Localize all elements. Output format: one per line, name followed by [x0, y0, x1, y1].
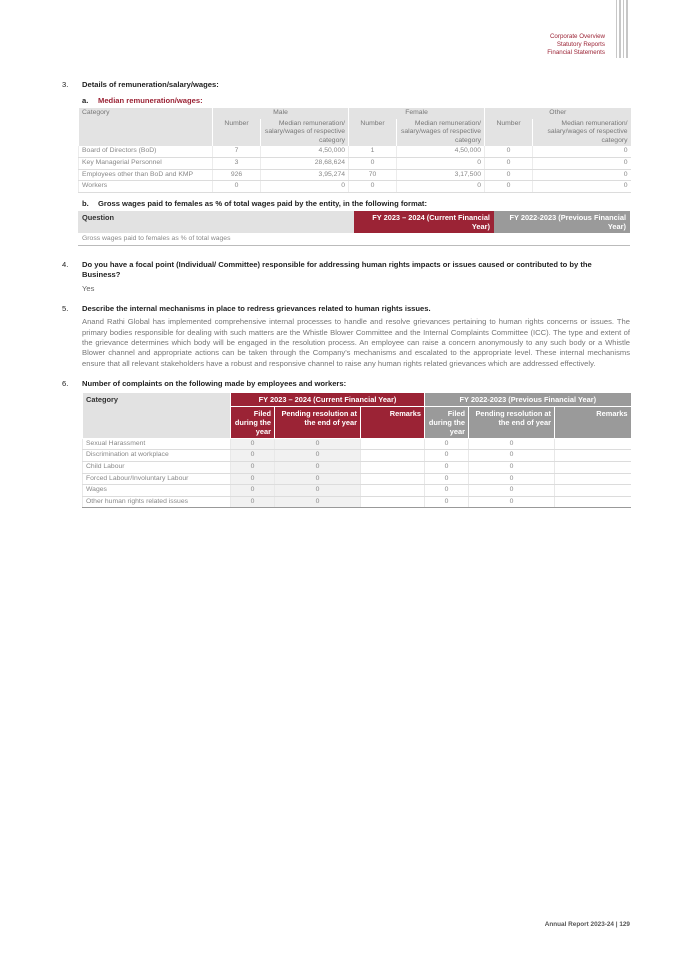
female-median: 4,50,000	[397, 146, 485, 157]
question-6	[62, 379, 630, 509]
subquestion-title: Gross wages paid to females as % of total wages paid by the entity, in the following format:	[98, 198, 427, 208]
male-number: 0	[213, 181, 261, 193]
question-title: Do you have a focal point (Individual/ Committee) responsible for addressing human rights impacts or issues caused or contributed to by the Business?	[82, 260, 592, 280]
current-filed: 0	[231, 462, 275, 474]
previous-pending: 0	[469, 462, 555, 474]
current-pending: 0	[275, 473, 361, 485]
previous-remarks	[555, 473, 631, 485]
male-number: 926	[213, 169, 261, 181]
previous-pending: 0	[469, 485, 555, 497]
previous-pending: 0	[469, 473, 555, 485]
col-header-male: Male	[213, 108, 349, 119]
table-row	[83, 438, 631, 450]
other-median: 0	[533, 181, 631, 193]
previous-pending: 0	[469, 496, 555, 508]
subquestion-letter: b.	[82, 198, 89, 208]
current-filed: 0	[231, 438, 275, 450]
question-number: 4.	[62, 260, 69, 270]
header-nav-financial-statements[interactable]: Financial Statements	[547, 49, 605, 56]
previous-pending: 0	[469, 438, 555, 450]
previous-remarks	[555, 485, 631, 497]
table-row	[83, 496, 631, 508]
current-filed: 0	[231, 450, 275, 462]
row-category: Board of Directors (BoD)	[79, 146, 213, 157]
table-row	[78, 233, 630, 246]
current-pending: 0	[275, 438, 361, 450]
previous-remarks	[555, 450, 631, 462]
table-row	[79, 169, 631, 181]
previous-filed: 0	[425, 462, 469, 474]
header-nav-statutory-reports[interactable]: Statutory Reports	[556, 41, 605, 48]
female-number: 0	[349, 157, 397, 169]
row-category: Sexual Harassment	[83, 438, 231, 450]
previous-remarks	[555, 438, 631, 450]
other-number: 0	[485, 169, 533, 181]
question-5	[62, 304, 630, 368]
female-number: 70	[349, 169, 397, 181]
question-3	[62, 80, 630, 105]
current-remarks	[361, 496, 425, 508]
page-footer: Annual Report 2023-24 | 129	[544, 921, 630, 928]
other-number: 0	[485, 157, 533, 169]
row-category: Discrimination at workplace	[83, 450, 231, 462]
col-header-pending: Pending resolution at the end of year	[275, 406, 361, 438]
male-median: 28,68,624	[261, 157, 349, 169]
current-filed: 0	[231, 496, 275, 508]
previous-remarks	[555, 462, 631, 474]
question-4	[62, 260, 630, 294]
current-fy-value	[354, 233, 494, 246]
other-number: 0	[485, 146, 533, 157]
col-header-median: Median remuneration/ salary/wages of respective category	[533, 119, 631, 147]
page-content	[62, 80, 630, 508]
table-row	[79, 157, 631, 169]
col-header-number: Number	[213, 119, 261, 147]
col-header-remarks: Remarks	[361, 406, 425, 438]
male-number: 3	[213, 157, 261, 169]
current-remarks	[361, 462, 425, 474]
table-row	[83, 473, 631, 485]
row-category: Child Labour	[83, 462, 231, 474]
previous-filed: 0	[425, 450, 469, 462]
col-header-female: Female	[349, 108, 485, 119]
row-category: Key Managerial Personnel	[79, 157, 213, 169]
previous-filed: 0	[425, 473, 469, 485]
previous-fy-value	[494, 233, 630, 246]
current-pending: 0	[275, 485, 361, 497]
female-median: 0	[397, 181, 485, 193]
col-header-median: Median remuneration/ salary/wages of respective category	[397, 119, 485, 147]
subquestion-a	[82, 96, 630, 105]
current-pending: 0	[275, 462, 361, 474]
col-header-question: Question	[78, 211, 354, 233]
table-row	[79, 181, 631, 193]
question-number: 5.	[62, 304, 69, 314]
answer-paragraph: Anand Rathi Global has implemented comprehensive internal processes to handle and resolve grievances pertaining to human rights concerns or issues. The primary bodies responsible for dealing with such matters are the Whistle Blower Committee and the Internal Complaints Committee (ICC). The type and extent of the grievance determines which body will be engaged in the resolution process. An employee can raise a concern anonymously to any such body or a Whistle Blower channel and appropriate actions can be taken through the Company's mechanisms and escalated to the appropriate level. These internal mechanisms ensure that all relevant stakeholders have a robust and responsive channel to raise any human rights related grievances which are addressed effectively.	[82, 317, 630, 368]
row-category: Wages	[83, 485, 231, 497]
previous-pending: 0	[469, 450, 555, 462]
female-number: 1	[349, 146, 397, 157]
other-median: 0	[533, 146, 631, 157]
col-header-median: Median remuneration/ salary/wages of respective category	[261, 119, 349, 147]
question-number: 3.	[62, 80, 69, 89]
row-category: Workers	[79, 181, 213, 193]
col-header-category: Category	[83, 393, 231, 439]
female-median: 0	[397, 157, 485, 169]
current-filed: 0	[231, 485, 275, 497]
male-median: 0	[261, 181, 349, 193]
row-category: Forced Labour/Involuntary Labour	[83, 473, 231, 485]
current-pending: 0	[275, 496, 361, 508]
table-row	[83, 462, 631, 474]
col-header-filed: Filed during the year	[425, 406, 469, 438]
current-remarks	[361, 450, 425, 462]
row-label: Gross wages paid to females as % of total wages	[78, 233, 354, 246]
answer-text: Yes	[82, 284, 95, 294]
row-category: Other human rights related issues	[83, 496, 231, 508]
col-header-pending: Pending resolution at the end of year	[469, 406, 555, 438]
male-median: 4,50,000	[261, 146, 349, 157]
col-header-filed: Filed during the year	[231, 406, 275, 438]
header-section-nav	[547, 33, 605, 57]
question-title: Details of remuneration/salary/wages:	[82, 80, 219, 89]
col-header-number: Number	[349, 119, 397, 147]
col-header-other: Other	[485, 108, 631, 119]
row-category: Employees other than BoD and KMP	[79, 169, 213, 181]
median-remuneration-table	[78, 108, 631, 193]
table-row	[79, 146, 631, 157]
col-header-previous-fy: FY 2022-2023 (Previous Financial Year)	[425, 393, 631, 407]
col-header-category: Category	[79, 108, 213, 146]
subquestion-b	[82, 199, 630, 208]
previous-remarks	[555, 496, 631, 508]
other-median: 0	[533, 157, 631, 169]
current-remarks	[361, 473, 425, 485]
current-remarks	[361, 485, 425, 497]
other-number: 0	[485, 181, 533, 193]
previous-filed: 0	[425, 438, 469, 450]
previous-filed: 0	[425, 485, 469, 497]
male-median: 3,95,274	[261, 169, 349, 181]
table-row	[83, 485, 631, 497]
header-nav-corporate-overview[interactable]: Corporate Overview	[549, 33, 605, 40]
col-header-remarks: Remarks	[555, 406, 631, 438]
male-number: 7	[213, 146, 261, 157]
header-decorative-stripes	[616, 0, 628, 58]
other-median: 0	[533, 169, 631, 181]
col-header-current-fy: FY 2023 – 2024 (Current Financial Year)	[354, 211, 494, 233]
current-filed: 0	[231, 473, 275, 485]
female-number: 0	[349, 181, 397, 193]
gross-wages-table	[78, 211, 630, 247]
subquestion-letter: a.	[82, 96, 89, 105]
previous-filed: 0	[425, 496, 469, 508]
question-title: Number of complaints on the following made by employees and workers:	[82, 378, 347, 388]
col-header-current-fy: FY 2023 – 2024 (Current Financial Year)	[231, 393, 425, 407]
table-row	[83, 450, 631, 462]
current-remarks	[361, 438, 425, 450]
female-median: 3,17,500	[397, 169, 485, 181]
col-header-number: Number	[485, 119, 533, 147]
question-title: Describe the internal mechanisms in place to redress grievances related to human rights issues.	[82, 304, 431, 314]
current-pending: 0	[275, 450, 361, 462]
complaints-table	[82, 393, 631, 509]
question-number: 6.	[62, 378, 69, 388]
subquestion-title: Median remuneration/wages:	[98, 96, 203, 105]
col-header-previous-fy: FY 2022-2023 (Previous Financial Year)	[494, 211, 630, 233]
